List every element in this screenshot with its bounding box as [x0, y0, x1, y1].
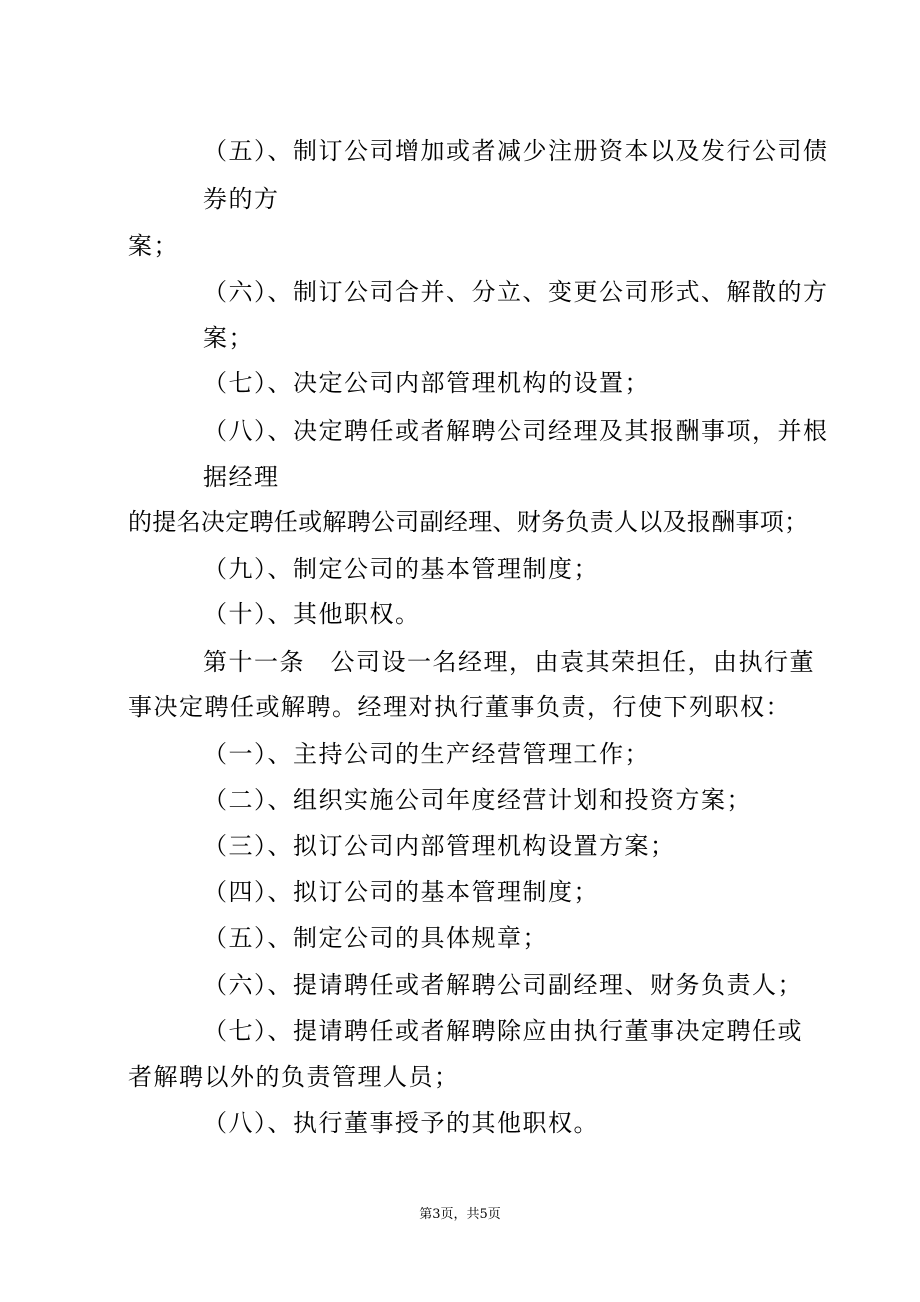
- text-line: （三）、拟订公司内部管理机构设置方案；: [203, 832, 676, 860]
- article-heading-line: 第十一条 公司设一名经理，由袁其荣担任，由执行董: [203, 648, 815, 676]
- text-line: （二）、组织实施公司年度经营计划和投资方案；: [203, 786, 752, 814]
- text-line: （五）、制订公司增加或者减少注册资本以及发行公司债: [203, 137, 829, 165]
- page-footer: 第3页，共5页: [419, 1207, 501, 1222]
- text-line: 案；: [203, 324, 254, 352]
- text-line: （七）、决定公司内部管理机构的设置；: [203, 369, 650, 397]
- text-line: 者解聘以外的负责管理人员；: [128, 1063, 460, 1091]
- text-line: （五）、制定公司的具体规章；: [203, 924, 548, 952]
- text-line: （四）、拟订公司的基本管理制度；: [203, 878, 599, 906]
- text-line: 案；: [128, 232, 179, 260]
- text-line: （九）、制定公司的基本管理制度；: [203, 555, 599, 583]
- text-line: （八）、决定聘任或者解聘公司经理及其报酬事项，并根: [203, 417, 829, 445]
- text-line: （六）、提请聘任或者解聘公司副经理、财务负责人；: [203, 971, 803, 999]
- text-line: 券的方: [203, 185, 280, 213]
- text-line: 事决定聘任或解聘。经理对执行董事负责，行使下列职权：: [128, 693, 791, 721]
- text-line: （十）、其他职权。: [203, 600, 421, 628]
- text-line: （八）、执行董事授予的其他职权。: [203, 1109, 599, 1137]
- text-line: 的提名决定聘任或解聘公司副经理、财务负责人以及报酬事项；: [128, 508, 809, 536]
- text-line: （七）、提请聘任或者解聘除应由执行董事决定聘任或: [203, 1017, 803, 1045]
- text-line: （六）、制订公司合并、分立、变更公司形式、解散的方: [203, 278, 829, 306]
- text-line: （一）、主持公司的生产经营管理工作；: [203, 740, 650, 768]
- text-line: 据经理: [203, 463, 280, 491]
